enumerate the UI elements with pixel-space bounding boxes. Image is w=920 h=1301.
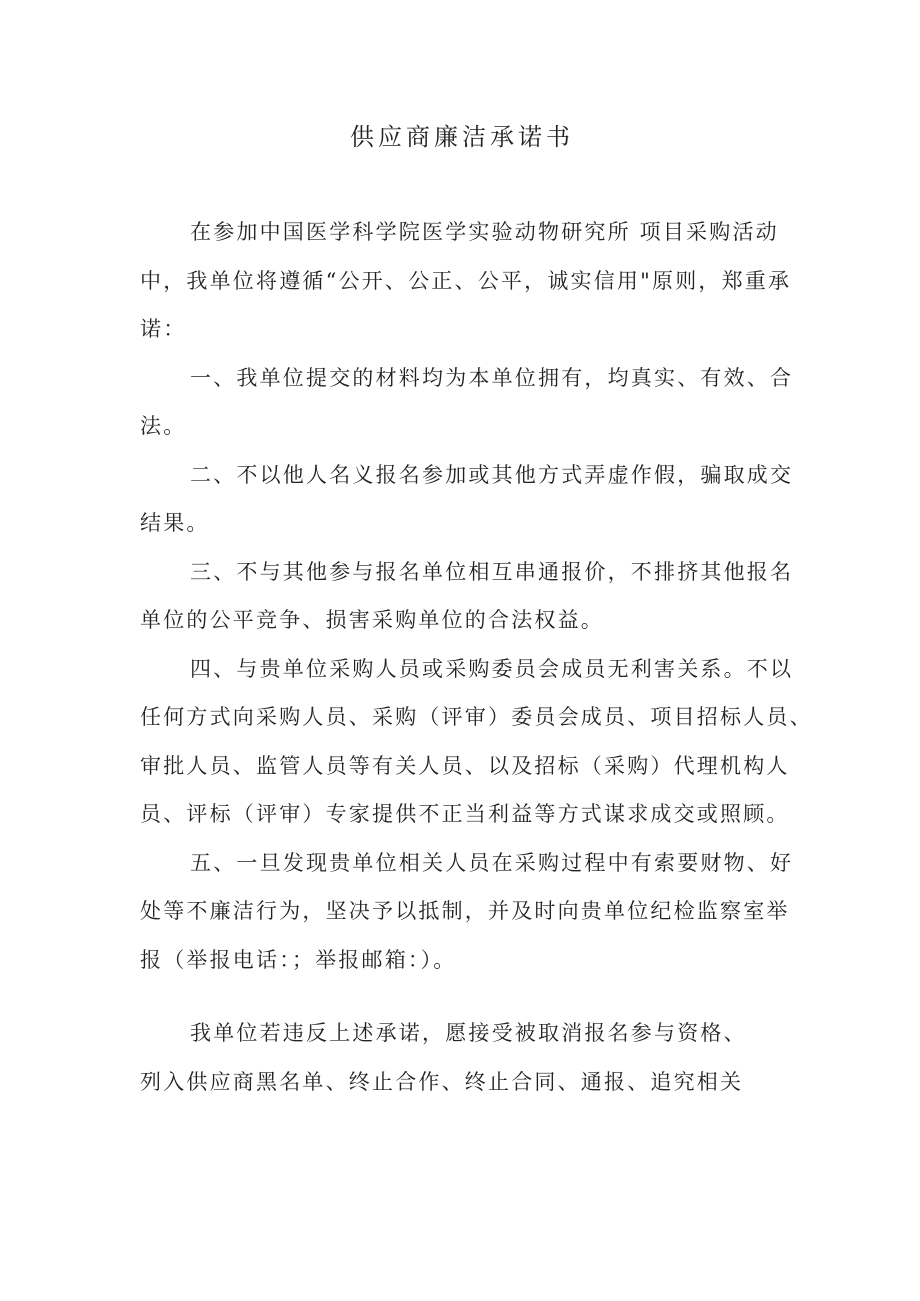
paragraph-line: 单位的公平竞争、损害采购单位的合法权益。: [140, 608, 604, 632]
paragraph-line: 结果。: [140, 511, 210, 535]
paragraph-line: 四、与贵单位采购人员或采购委员会成员无利害关系。不以: [190, 656, 794, 681]
document-title: 供应商廉洁承诺书: [350, 123, 574, 151]
paragraph-breach-consequences: [140, 1009, 860, 1106]
paragraph-line: 五、一旦发现贵单位相关人员在采购过程中有索要财物、好: [190, 850, 794, 875]
paragraph-line: 列入供应商黑名单、终止合作、终止合同、通报、追究相关: [140, 1069, 744, 1094]
paragraph-line: 诺：: [140, 317, 187, 341]
paragraph-line: 我单位若违反上述承诺，愿接受被取消报名参与资格、: [190, 1021, 747, 1045]
clause-two: [140, 451, 860, 548]
clause-three: [140, 548, 860, 645]
paragraph-line: 在参加中国医学科学院医学实验动物研究所 项目采购活动: [190, 220, 779, 244]
paragraph-preamble: [140, 208, 860, 354]
clause-four: [140, 645, 860, 839]
paragraph-line: 员、评标（评审）专家提供不正当利益等方式谋求成交或照顾。: [140, 802, 790, 826]
paragraph-line: 报（举报电话：；举报邮箱：）。: [140, 947, 457, 972]
paragraph-line: 中，我单位将遵循“公开、公正、公平，诚实信用"原则，郑重承: [140, 268, 792, 293]
clause-one: [140, 354, 860, 451]
document-body: [140, 208, 860, 1106]
paragraph-line: 一、我单位提交的材料均为本单位拥有，均真实、有效、合: [190, 365, 794, 390]
paragraph-line: 审批人员、监管人员等有关人员、以及招标（采购）代理机构人: [140, 753, 790, 778]
paragraph-line: 处等不廉洁行为，坚决予以抵制，并及时向贵单位纪检监察室举: [140, 899, 790, 923]
paragraph-line: 任何方式向采购人员、采购（评审）委员会成员、项目招标人员、: [140, 705, 813, 729]
paragraph-line: 二、不以他人名义报名参加或其他方式弄虚作假，骗取成交: [190, 462, 794, 487]
paragraph-line: 法。: [140, 414, 187, 438]
clause-five: [140, 839, 860, 985]
paragraph-line: 三、不与其他参与报名单位相互串通报价，不排挤其他报名: [190, 559, 794, 584]
